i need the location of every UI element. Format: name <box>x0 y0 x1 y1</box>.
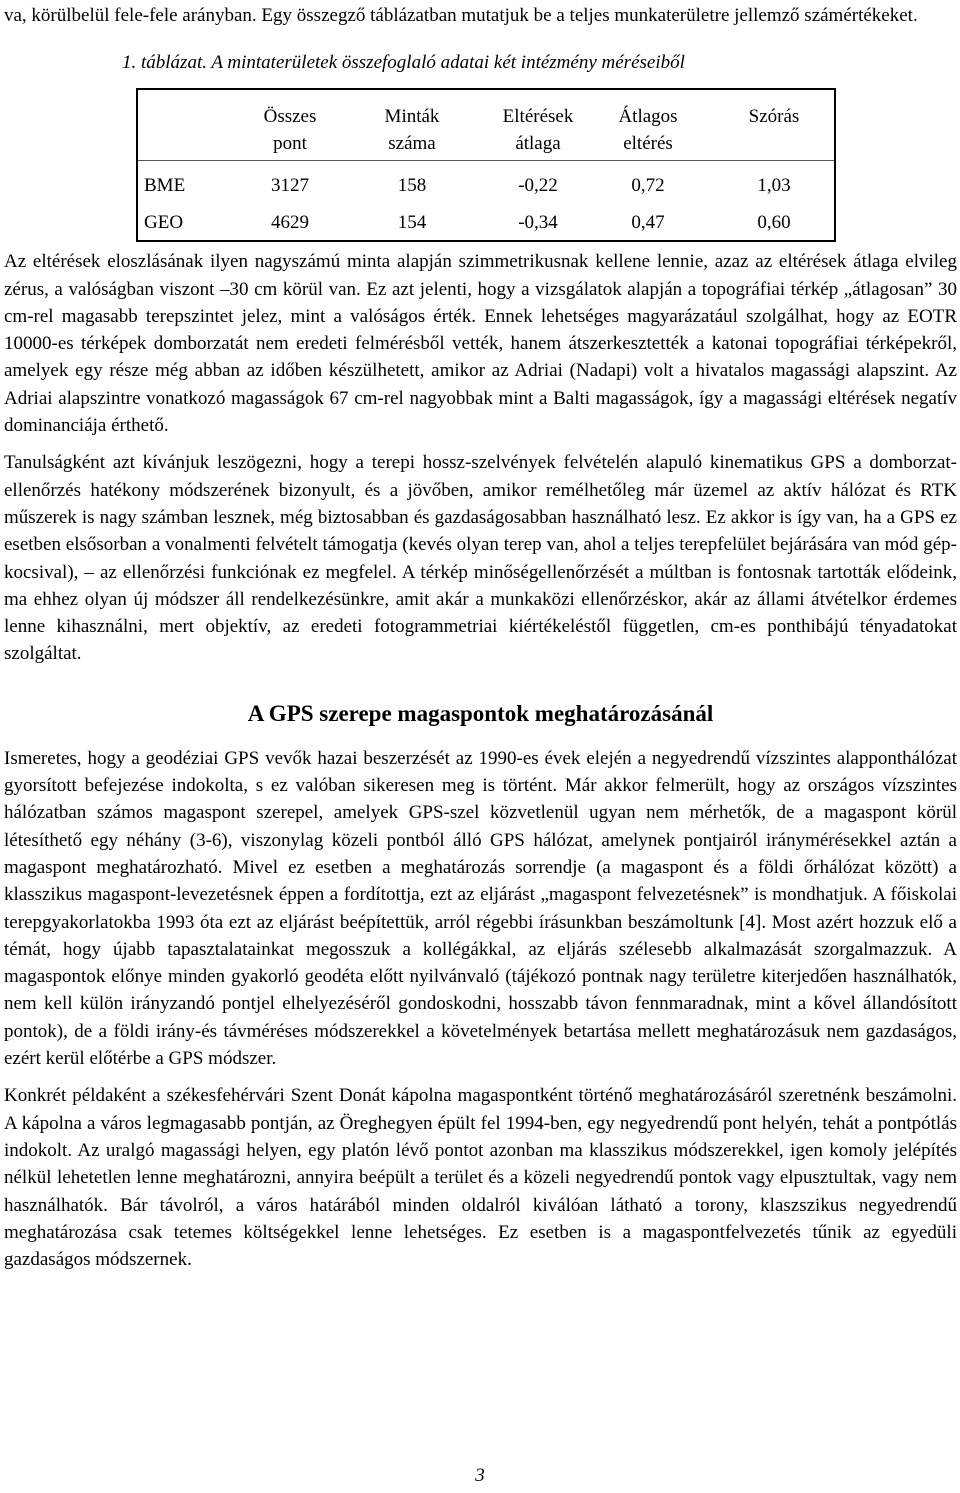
table-cell: 0,72 <box>631 175 665 197</box>
body-paragraph: Az eltérések eloszlásának ilyen nagyszámú minta alapján szimmetrikusnak kellene lennie, azaz az eltérések átlaga elvileg zérus, a valóságban viszont –30 cm körül van. Ez azt jelenti, hogy a vizsgálatok alapján a topográfiai térkép „átlagosan” 30 cm-rel magasabb terepszintet jelez, mint a valóságos érték. Ennek lehetséges magyarázatául szolgálhat, hogy az EOTR 10000-es térképek domborzatát nem eredeti felmérésből vették, hanem átszerkesztették a katonai topográfiai térképekről, amelyek egy része még abban az időben készülhetett, amikor az Adriai (Nadapi) volt a hivatalos magassági alapszint. Az Adriai alapszintre vonatkozó magasságok 67 cm-rel nagyobbak mint a Balti magasságok, így a magassági eltérések negatív dominanciája érthető. <box>4 251 957 437</box>
header-cell-average-deviation: Átlagos eltérés <box>618 106 678 155</box>
table-cell: 1,03 <box>757 175 791 197</box>
table-cell: -0,22 <box>518 175 558 197</box>
header-cell-std-deviation: Szórás <box>748 106 800 128</box>
table-cell: -0,34 <box>518 212 558 234</box>
table-cell: 3127 <box>271 175 309 197</box>
body-paragraph: Konkrét példaként a székesfehérvári Szent Donát kápolna magaspontként történő meghatározásáról szeretnénk beszámolni. A kápolna a város legmagasabb pontján, az Öreghegyen épült fel 1994-ben, egy negyedrendű pont helyén, tehát a pontpótlás indokolt. Az uralgó magassági helyen, egy platón lévő pontot azonban ma klasszikus módszerekkel, igen komoly jelépítés nélkül lehetetlen lenne meghatározni, annyira beépült a terület és a közeli negyedrendű pontok vagy elpusztultak, vagy nem használhatók. Bár távolról, a város határából minden oldalról kiválóan látható a torony, klaszszikus negyedrendű meghatározása csak tetemes költségekkel lenne lehetséges. Ez esetben is a magaspontfelvezetés tűnik az egyedüli gazdaságos módszernek. <box>4 1085 957 1271</box>
table-row <box>138 209 834 236</box>
table-cell: 4629 <box>271 212 309 234</box>
page-number: 3 <box>475 1465 485 1486</box>
body-paragraph: Ismeretes, hogy a geodéziai GPS vevők hazai beszerzését az 1990-es évek elején a negyedrendű vízszintes alapponthálózat gyorsított befejezése indokolta, s ez valóban sikeresen meg is történt. Már akkor felmerült, hogy az országos vízszintes hálózatban számos magaspont szerepel, amelyek GPS-szel közvetlenül ugyan nem mérhetők, de a magaspont körül létesíthető egy néhány (3-6), viszonylag közeli pontból álló GPS hálózat, amelynek pontjairól iránymérésekkel aztán a magaspont meghatározható. Mivel ez esetben a meghatározás sorrendje (a magaspont és a földi őrhálózat között) a klasszikus magaspont-levezetésnek éppen a fordítottja, ezt az eljárást „magaspont felvezetésnek” is mondhatjuk. A főiskolai terepgyakorlatokba 1993 óta ezt az eljárást beépítettük, arról régebbi írásunkban beszámoltunk [4]. Most azért hozzuk elő a témát, hogy újabb tapasztalatainkat megosszuk a kollégákkal, az eljárás szélesebb alkalmazását szorgalmazzuk. A magaspontok előnye minden gyakorló geodéta előtt nyilvánvaló (tájékozó pontnak nagy területre kiterjedően használhatók, nem kell külön irányzandó pontjel elhelyezéséről gondoskodni, hosszabb távon fennmaradnak, mint a kővel állandósított pontok), de a földi irány-és távméréses módszerekkel a követelmények betartása mellett meghatározásuk nem gazdaságos, ezért kerül előtérbe a GPS módszer. <box>4 747 957 1070</box>
summary-table <box>136 88 836 242</box>
row-label: BME <box>144 175 186 197</box>
table-cell: 158 <box>397 175 427 197</box>
table-caption: 1. táblázat. A mintaterületek összefoglaló adatai két intézmény méréseiből <box>122 52 685 74</box>
header-cell-sample-count: Minták száma <box>384 106 440 155</box>
table-header-row <box>138 90 834 161</box>
table-cell: 0,60 <box>757 212 791 234</box>
header-cell-total-points: Összes pont <box>263 106 317 155</box>
table-row <box>138 172 834 199</box>
body-paragraph: Tanulságként azt kívánjuk leszögezni, hogy a terepi hossz-szelvények felvételén alapuló kinematikus GPS a domborzat-ellenőrzés hatékony módszerének bizonyult, és a jövőben, amikor remélhetőleg már üzemel az aktív hálózat és RTK műszerek is nagy számban lesznek, még biztosabban és gazdaságosabban használható lesz. Ez akkor is így van, ha a GPS ez esetben elsősorban a vonalmenti felvételt támogatja (kevés olyan terep van, ahol a teljes terepfelület bejárására van mód gépkocsival), – az ellenőrzési funkciónak ez megfelel. A térkép minőségellenőrzését a múltban is fontosnak tartották elődeink, ma ehhez olyan új módszer áll rendelkezésünkre, amit akár a munkaközi ellenőrzéskor, akár az állami átvételkor érdemes lenne kihasználni, mert objektív, az eredeti fotogrammetriai kiértékeléstől független, cm-es ponthibájú tényadatokat szolgáltat. <box>4 452 957 665</box>
intro-paragraph: va, körülbelül fele-fele arányban. Egy összegző táblázatban mutatjuk be a teljes munkaterületre jellemző számértékeket. <box>4 5 918 26</box>
section-heading: A GPS szerepe magaspontok meghatározásánál <box>247 700 714 726</box>
table-cell: 0,47 <box>631 212 665 234</box>
table-cell: 154 <box>397 212 427 234</box>
row-label: GEO <box>144 212 184 234</box>
header-cell-mean-deviation: Eltérések átlaga <box>502 106 574 155</box>
